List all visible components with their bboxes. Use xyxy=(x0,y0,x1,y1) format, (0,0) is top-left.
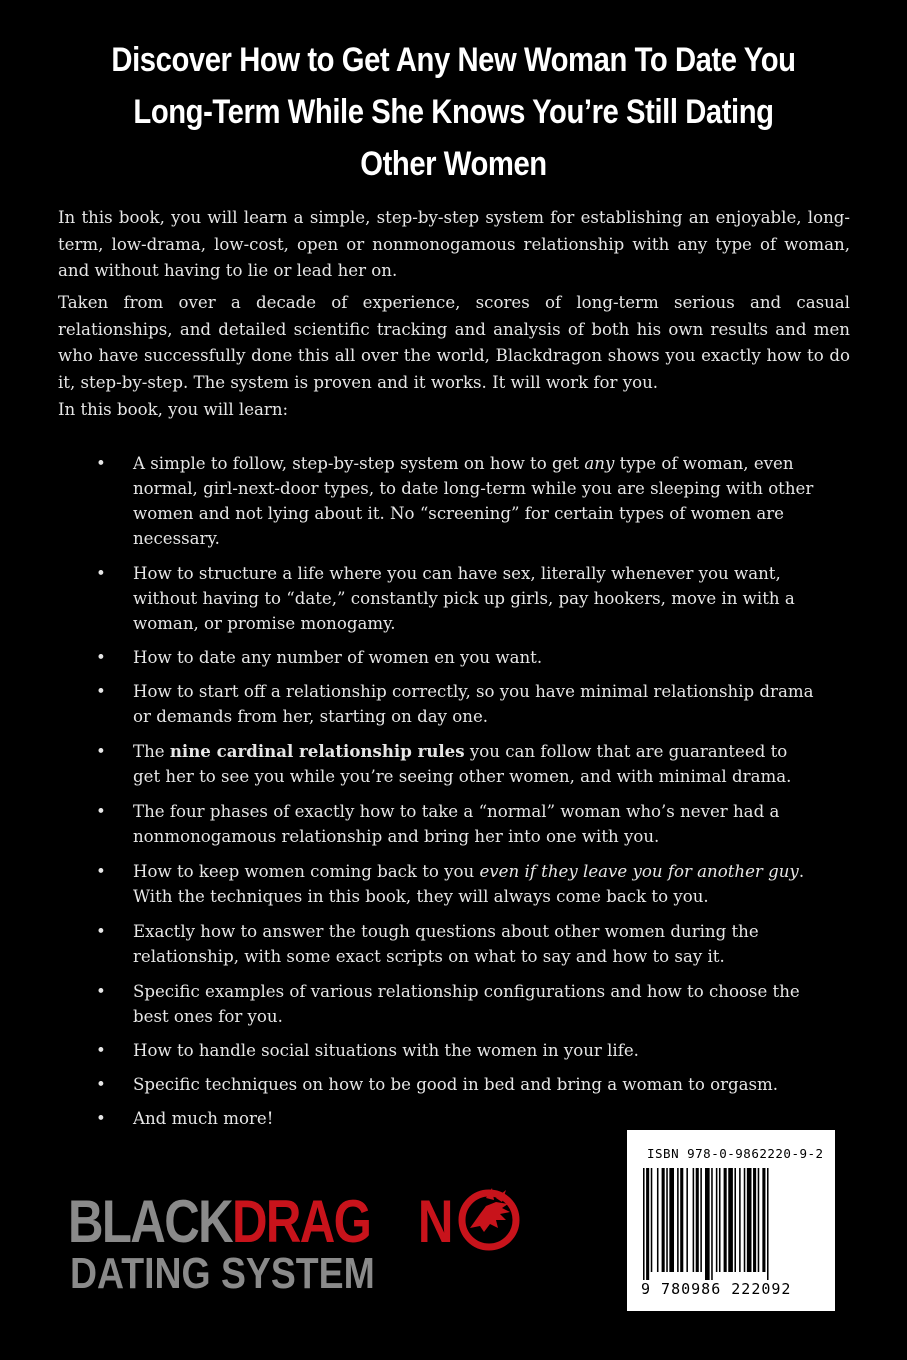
list-item: • Specific examples of various relationship configurations and how to choose the best ones for you. xyxy=(94,979,814,1029)
list-item: • A simple to follow, step-by-step system on how to get any type of woman, even normal, girl-next-door types, to date long-term while you are sleeping with other women and not lying about it. No “screening” for certain types of women are necessary. xyxy=(94,451,814,551)
dragon-head-icon xyxy=(456,1184,522,1254)
list-item: • How to start off a relationship correctly, so you have minimal relationship drama or demands from her, starting on day one. xyxy=(94,679,814,729)
list-item: • The nine cardinal relationship rules you can follow that are guaranteed to get her to see you while you’re seeing other women, and with minimal drama. xyxy=(94,739,814,789)
list-item: • How to structure a life where you can have sex, literally whenever you want, without having to “date,” constantly pick up girls, pay hookers, move in with a woman, or promise monogamy. xyxy=(94,561,814,636)
list-item: • Specific techniques on how to be good in bed and bring a woman to orgasm. xyxy=(94,1072,814,1097)
list-item: • And much more! xyxy=(94,1106,814,1131)
barcode-bar xyxy=(657,1168,659,1272)
barcode-bars xyxy=(641,1168,821,1280)
barcode-bar xyxy=(716,1168,718,1272)
barcode-number: 9 780986 222092 xyxy=(641,1280,792,1298)
barcode-bar xyxy=(724,1168,727,1272)
barcode-bar xyxy=(643,1168,645,1280)
logo-tagline: DATING SYSTEM xyxy=(70,1249,375,1298)
barcode-bar xyxy=(696,1168,699,1272)
headline-line-1: Discover How to Get Any New Woman To Date You xyxy=(111,41,796,79)
barcode-bar xyxy=(767,1168,769,1280)
barcode-bar xyxy=(651,1168,653,1272)
barcode-bar xyxy=(686,1168,688,1272)
experience-paragraph: Taken from over a decade of experience, scores of long-term serious and casual relationships, and detailed scientific tracking and analysis of both his own results and men who have successfully done this all over the world, Blackdragon shows you exactly how to do it, step-by-step. The system is proven and it works. It will work for you. xyxy=(58,293,850,392)
intro-paragraph: In this book, you will learn a simple, step-by-step system for establishing an enjoyable, long-term, low-drama, low-cost, open or nonmonogamous relationship with any type of woman, and without having to lie or lead her on. xyxy=(58,208,850,280)
barcode-bar xyxy=(680,1168,683,1272)
barcode-bar xyxy=(753,1168,756,1272)
barcode-bar xyxy=(646,1168,649,1280)
barcode-bar xyxy=(744,1168,746,1272)
headline-line-3: Other Women xyxy=(360,145,547,183)
barcode-bar xyxy=(719,1168,721,1272)
barcode-bar xyxy=(666,1168,668,1272)
barcode-bar xyxy=(758,1168,760,1272)
barcode-bar xyxy=(693,1168,695,1272)
headline xyxy=(98,34,809,190)
barcode-bar xyxy=(728,1168,733,1272)
barcode-bar xyxy=(739,1168,741,1272)
barcode-bar xyxy=(747,1168,752,1272)
learn-lead-in: In this book, you will learn: xyxy=(58,400,289,419)
learning-list xyxy=(94,451,814,1131)
barcode-bar xyxy=(662,1168,665,1272)
barcode-bar xyxy=(711,1168,713,1280)
barcode-bar xyxy=(705,1168,710,1280)
isbn-barcode xyxy=(627,1130,835,1311)
blackdragon-logo xyxy=(68,1188,528,1302)
list-item: • How to date any number of women en you want. xyxy=(94,645,814,670)
list-item: • How to handle social situations with the women in your life. xyxy=(94,1038,814,1063)
barcode-bar xyxy=(762,1168,765,1272)
barcode-bar xyxy=(669,1168,674,1272)
list-item: • Exactly how to answer the tough questions about other women during the relationship, with some exact scripts on what to say and how to say it. xyxy=(94,919,814,969)
barcode-bar xyxy=(734,1168,736,1272)
barcode-bar xyxy=(700,1168,702,1272)
list-item: • How to keep women coming back to you even if they leave you for another guy. With the techniques in this book, they will always come back to you. xyxy=(94,859,814,909)
logo-word-dragon: DRAG xyxy=(231,1188,371,1255)
logo-word-black: BLACK xyxy=(68,1188,232,1255)
logo-wordmark xyxy=(68,1188,452,1255)
headline-line-2: Long-Term While She Knows You’re Still Dating xyxy=(133,93,774,131)
barcode-bar xyxy=(677,1168,679,1272)
list-item: • The four phases of exactly how to take a “normal” woman who’s never had a nonmonogamous relationship and bring her into one with you. xyxy=(94,799,814,849)
isbn-label: ISBN 978-0-9862220-9-2 xyxy=(647,1146,824,1161)
logo-word-end: N xyxy=(417,1188,452,1255)
